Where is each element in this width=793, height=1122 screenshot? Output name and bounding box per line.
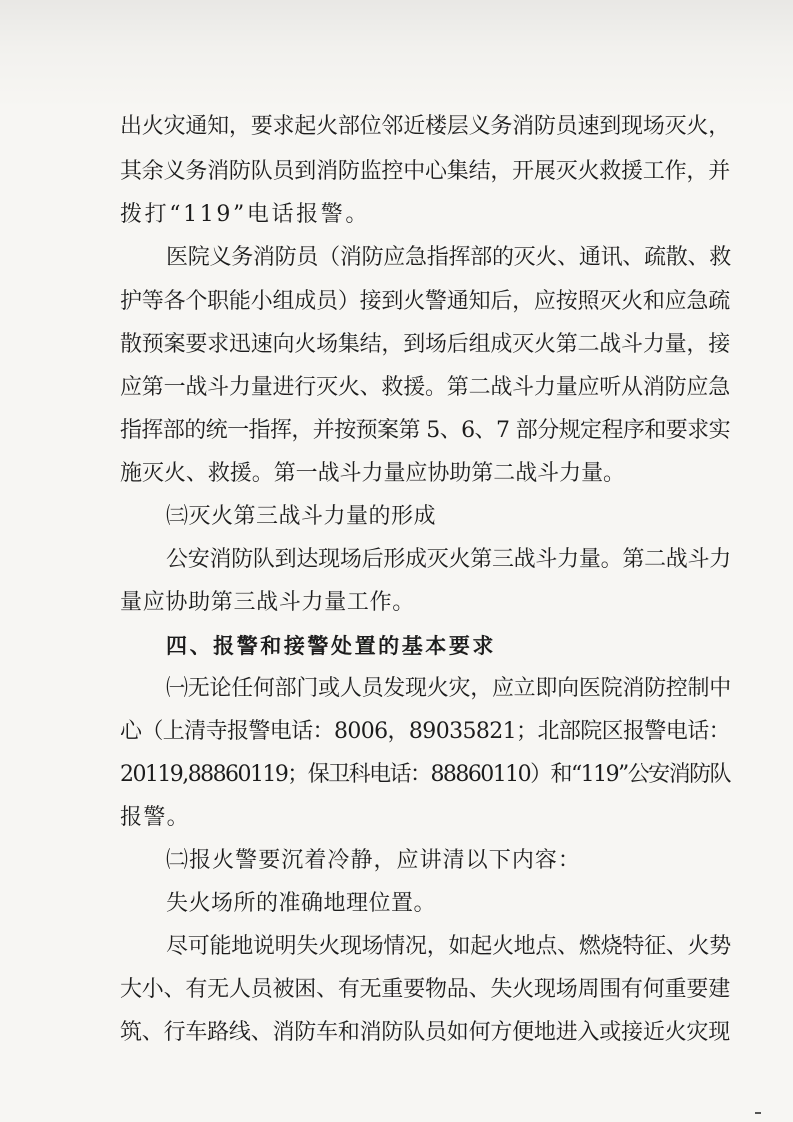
document-page: 出火灾通知，要求起火部位邻近楼层义务消防员速到现场灭火， 其余义务消防队员到消防监控中心集结，开展灭火救援工作，并 拨打“119”电话报警。 医院义务消防员（消防应急指挥部的灭火、通讯、疏散、救 护等各个职能小组成员）接到火警通知后，应按照灭火和应急疏 散预案要求迅速向火场集结，到场后组成灭火第二战斗力量，接 应第一战斗力量进行灭火、救援。第二战斗力量应听从消防应急 指挥部的统一指挥，并按预案第 5、6、7 部分规定程序和要求实 施灭火、救援。第一战斗力量应协助第二战斗力量。 ㈢灭火第三战斗力量的形成 公安消防队到达现场后形成灭火第三战斗力量。第二战斗力 量应协助第三战斗力量工作。 四、报警和接警处置的基本要求 ㈠无论任何部门或人员发现火灾，应立即向医院消防控制中 心（上清寺报警电话：8006，89035821；北部院区报警电话： 20119,88860119；保卫科电话：88860110）和“119”公安消防队 报警。 ㈡报火警要沉着冷静，应讲清以下内容： 失火场所的准确地理位置。 尽可能地说明失火现场情况，如起火地点、燃烧特征、火势 大小、有无人员被困、有无重要物品、失火现场周围有何重要建 筑、行车路线、消防车和消防队员如何方便地进入或接近火灾现 <box>120 114 731 1045</box>
scan-mark <box>755 1112 761 1114</box>
